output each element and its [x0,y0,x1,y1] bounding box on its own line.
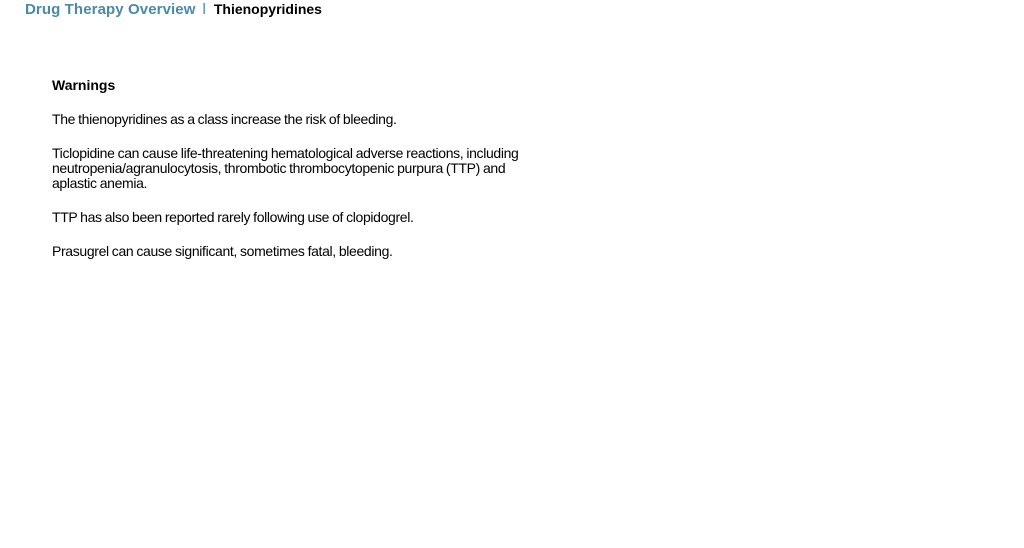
warning-paragraph-class-bleeding: The thienopyridines as a class increase the risk of bleeding. [52,111,397,127]
section-title: Drug Therapy Overview [25,0,196,18]
slide-header [25,0,322,18]
warnings-section [52,78,522,278]
topic-title: Thienopyridines [213,0,322,17]
warnings-heading: Warnings [52,77,116,93]
warning-paragraph-ticlopidine: Ticlopidine can cause life-threatening hematological adverse reactions, including neutropenia/agranulocytosis, thrombotic thrombocytopenic purpura (TTP) and aplastic anemia. [52,145,519,191]
warning-paragraph-prasugrel: Prasugrel can cause significant, sometimes fatal, bleeding. [52,243,393,259]
title-separator: l [202,0,206,18]
warning-paragraph-ttp-clopidogrel: TTP has also been reported rarely following use of clopidogrel. [52,209,414,225]
